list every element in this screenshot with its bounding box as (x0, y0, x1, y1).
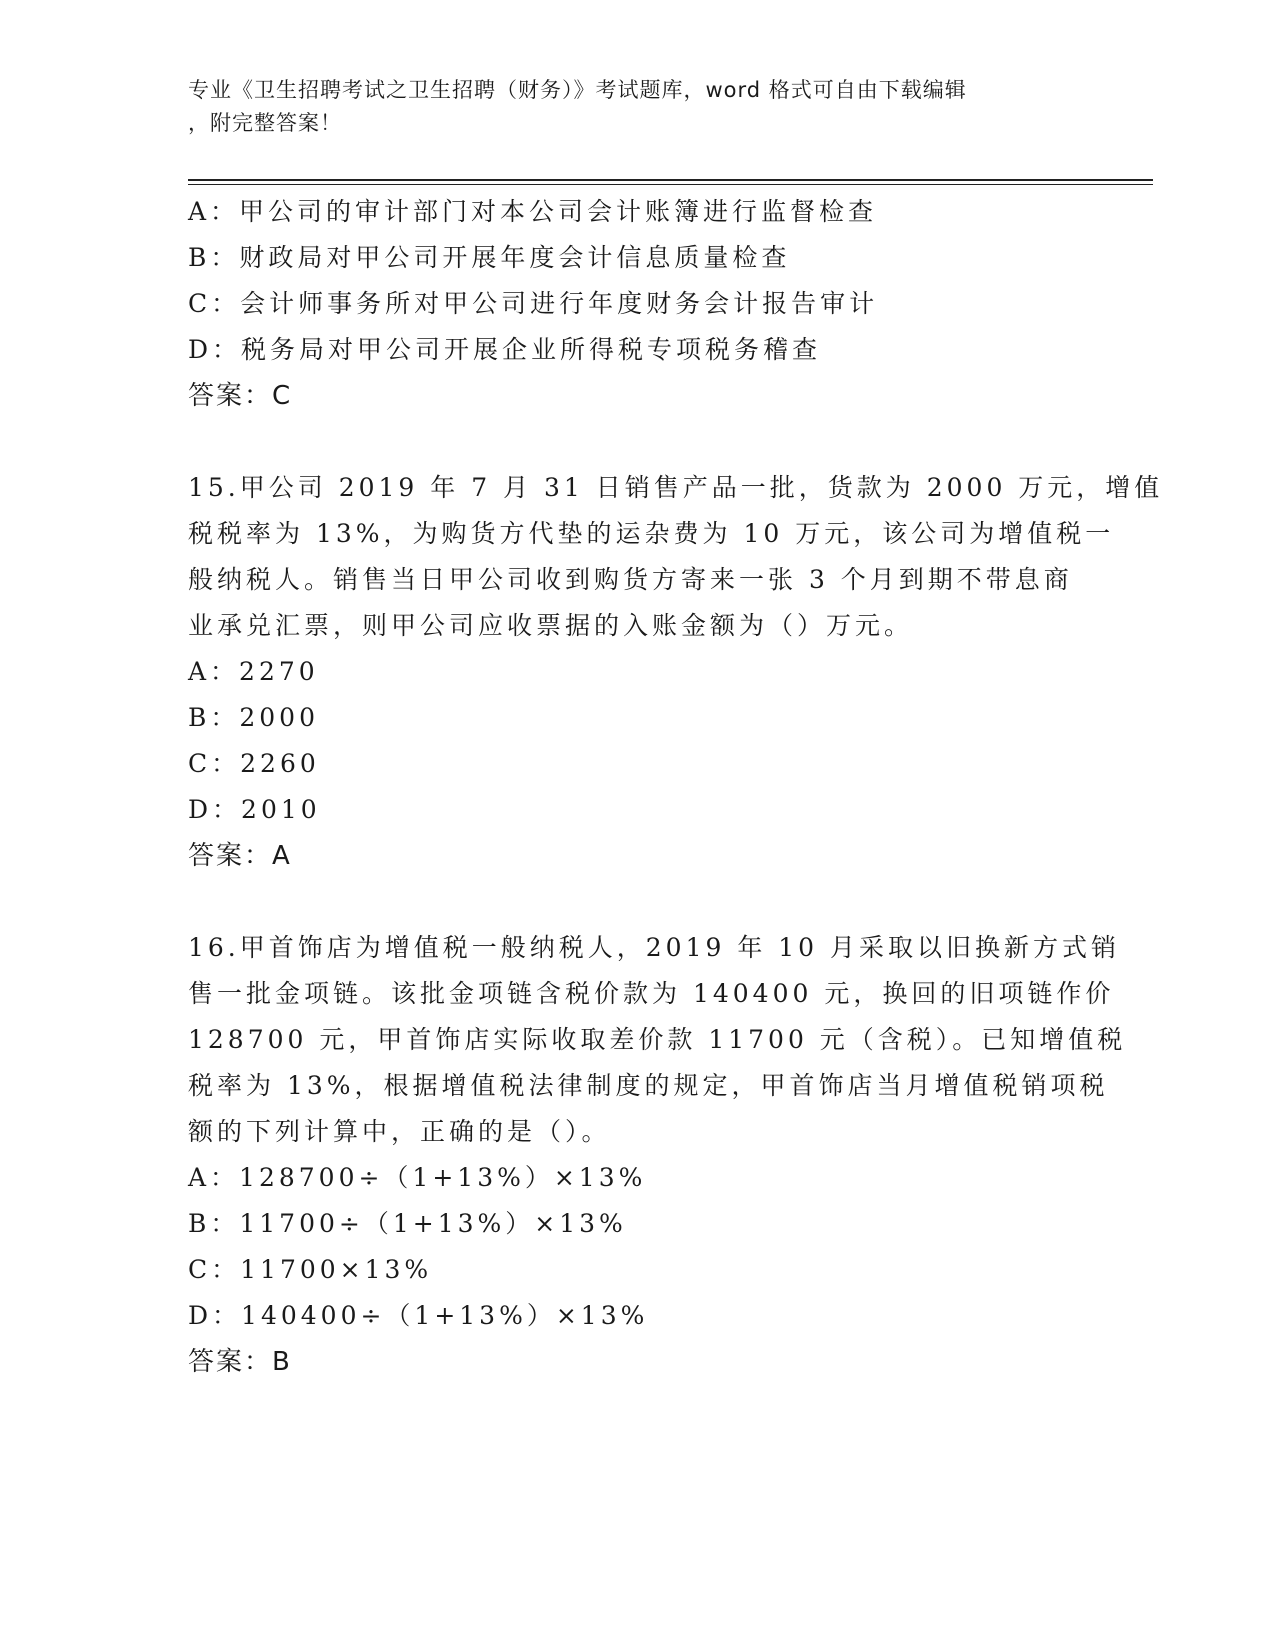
spacer (188, 879, 1088, 925)
document-header (188, 74, 1088, 140)
option-b: B：11700÷（1+13%）×13% (188, 1209, 627, 1238)
question-stem (188, 925, 1127, 1155)
stem-line: 业承兑汇票，则甲公司应收票据的入账金额为（）万元。 (188, 611, 914, 640)
header-divider (188, 179, 1153, 181)
option-d: D：税务局对甲公司开展企业所得税专项税务稽查 (188, 335, 822, 364)
option-d: D：2010 (188, 795, 321, 824)
question-14 (188, 189, 1088, 419)
spacer (188, 419, 1088, 465)
header-divider-thin (188, 184, 1153, 185)
option-b: B：财政局对甲公司开展年度会计信息质量检查 (188, 243, 791, 272)
stem-line: 税率为 13%，根据增值税法律制度的规定，甲首饰店当月增值税销项税 (188, 1071, 1109, 1100)
stem-line: 税税率为 13%，为购货方代垫的运杂费为 10 万元，该公司为增值税一 (188, 519, 1115, 548)
answer: 答案：C (188, 381, 293, 411)
option-a: A：128700÷（1+13%）×13% (188, 1163, 647, 1192)
header-line-2: ，附完整答案！ (188, 111, 342, 135)
option-b: B：2000 (188, 703, 319, 732)
answer: 答案：A (188, 841, 292, 871)
option-c: C：11700×13% (188, 1255, 433, 1284)
stem-line: 15.甲公司 2019 年 7 月 31 日销售产品一批，货款为 2000 万元，增值 (188, 473, 1164, 502)
stem-line: 额的下列计算中，正确的是（）。 (188, 1117, 611, 1146)
option-d: D：140400÷（1+13%）×13% (188, 1301, 649, 1330)
stem-line: 般纳税人。销售当日甲公司收到购货方寄来一张 3 个月到期不带息商 (188, 565, 1073, 594)
option-c: C：2260 (188, 749, 320, 778)
question-stem (188, 465, 1164, 649)
stem-line: 售一批金项链。该批金项链含税价款为 140400 元，换回的旧项链作价 (188, 979, 1115, 1008)
question-16 (188, 925, 1127, 1385)
header-line-1: 专业《卫生招聘考试之卫生招聘（财务）》考试题库，word 格式可自由下载编辑 (188, 78, 967, 102)
stem-line: 128700 元，甲首饰店实际收取差价款 11700 元（含税）。已知增值税 (188, 1025, 1127, 1054)
option-a: A：2270 (188, 657, 319, 686)
option-c: C：会计师事务所对甲公司进行年度财务会计报告审计 (188, 289, 879, 318)
document-body (188, 189, 1164, 1385)
option-a: A：甲公司的审计部门对本公司会计账簿进行监督检查 (188, 197, 878, 226)
answer: 答案：B (188, 1347, 292, 1377)
question-15 (188, 465, 1164, 879)
stem-line: 16.甲首饰店为增值税一般纳税人，2019 年 10 月采取以旧换新方式销 (188, 933, 1121, 962)
